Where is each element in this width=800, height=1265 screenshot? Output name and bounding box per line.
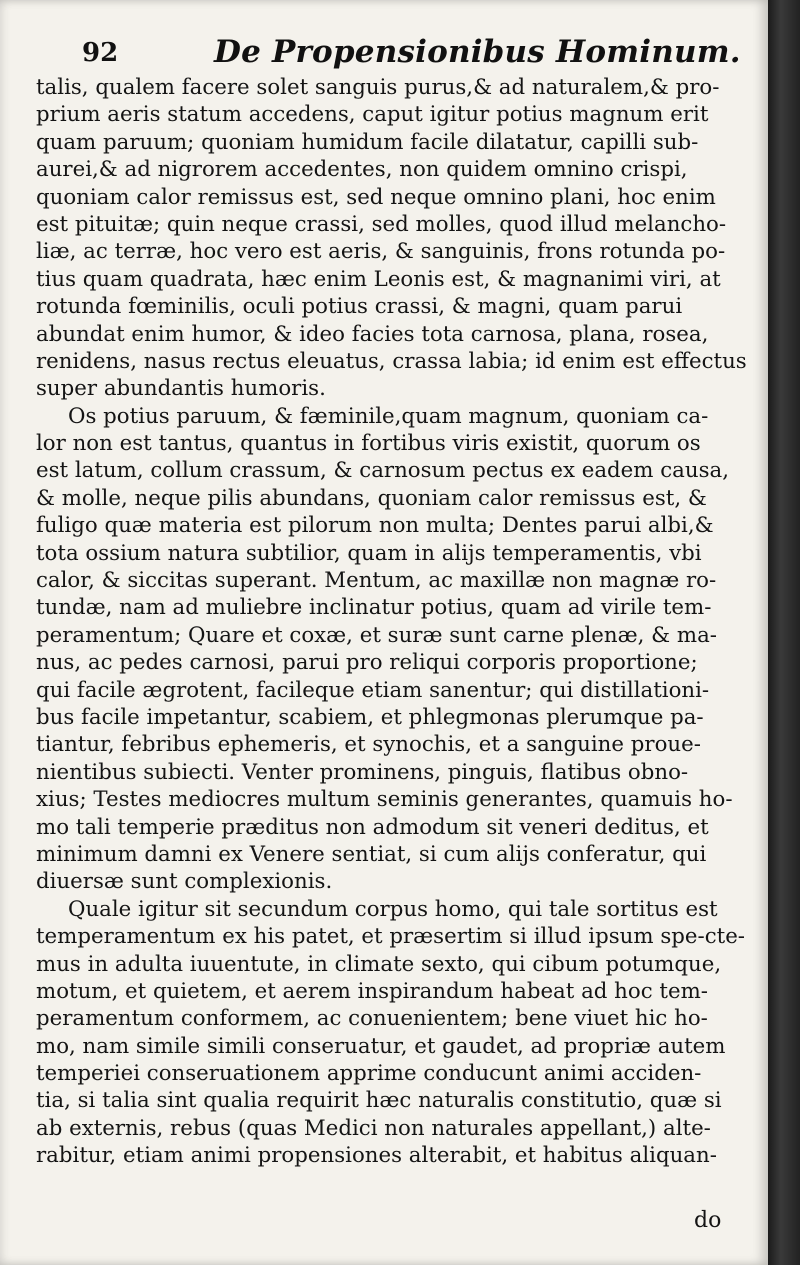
book-edge-shadow bbox=[768, 0, 800, 1265]
text-line: temperiei conseruationem apprime conducunt animi acciden- bbox=[36, 1061, 702, 1087]
text-line: renidens, nasus rectus eleuatus, crassa labia; id enim est effectus bbox=[36, 348, 747, 374]
text-line: peramentum; Quare et coxæ, et suræ sunt carne plenæ, & ma- bbox=[36, 622, 717, 648]
text-line: rabitur, etiam animi propensiones alterabit, et habitus aliquan- bbox=[36, 1143, 717, 1169]
text-line: nus, ac pedes carnosi, parui pro reliqui corporis proportione; bbox=[36, 650, 698, 676]
text-line: est latum, collum crassum, & carnosum pectus ex eadem causa, bbox=[36, 458, 729, 484]
text-line: tota ossium natura subtilior, quam in alijs temperamentis, vbi bbox=[36, 540, 702, 566]
text-line: tundæ, nam ad muliebre inclinatur potius, quam ad virile tem- bbox=[36, 595, 712, 621]
text-line: tiantur, febribus ephemeris, et synochis, et a sanguine proue- bbox=[36, 732, 701, 758]
text-line: super abundantis humoris. bbox=[36, 376, 326, 402]
text-line: est pituitæ; quin neque crassi, sed molles, quod illud melancho- bbox=[36, 211, 727, 237]
text-line: calor, & siccitas superant. Mentum, ac maxillæ non magnæ ro- bbox=[36, 568, 717, 594]
paragraph-start-line: Quale igitur sit secundum corpus homo, qui tale sortitus est bbox=[68, 896, 718, 922]
text-line: aurei,& ad nigrorem accedentes, non quidem omnino crispi, bbox=[36, 157, 688, 183]
page-number: 92 bbox=[82, 38, 119, 68]
text-line: bus facile impetantur, scabiem, et phlegmonas plerumque pa- bbox=[36, 704, 704, 730]
text-line: mo, nam simile simili conseruatur, et gaudet, ad propriæ autem bbox=[36, 1033, 726, 1059]
text-line: peramentum conformem, ac conuenientem; bene viuet hic ho- bbox=[36, 1006, 708, 1032]
catchword: do bbox=[694, 1208, 722, 1233]
page-header bbox=[0, 34, 768, 78]
text-line: xius; Testes mediocres multum seminis generantes, quamuis ho- bbox=[36, 787, 733, 813]
text-line: talis, qualem facere solet sanguis purus,& ad naturalem,& pro- bbox=[36, 75, 720, 100]
text-line: ab externis, rebus (quas Medici non naturales appellant,) alte- bbox=[36, 1115, 711, 1141]
body-text bbox=[36, 74, 756, 1170]
text-line: quam paruum; quoniam humidum facile dilatatur, capilli sub- bbox=[36, 129, 699, 155]
paragraph-start-line: Os potius paruum, & fæminile,quam magnum, quoniam ca- bbox=[68, 403, 709, 429]
text-line: liæ, ac terræ, hoc vero est aeris, & sanguinis, frons rotunda po- bbox=[36, 239, 726, 265]
text-line: prium aeris statum accedens, caput igitur potius magnum erit bbox=[36, 102, 709, 128]
text-line: & molle, neque pilis abundans, quoniam calor remissus est, & bbox=[36, 485, 707, 511]
text-line: tia, si talia sint qualia requirit hæc naturalis constitutio, quæ si bbox=[36, 1088, 722, 1114]
text-line: fuligo quæ materia est pilorum non multa; Dentes parui albi,& bbox=[36, 513, 714, 539]
text-line: tius quam quadrata, hæc enim Leonis est, & magnanimi viri, at bbox=[36, 266, 721, 292]
text-line: diuersæ sunt complexionis. bbox=[36, 869, 333, 895]
text-line: nientibus subiecti. Venter prominens, pinguis, flatibus obno- bbox=[36, 759, 689, 785]
text-line: mo tali temperie præditus non admodum sit veneri deditus, et bbox=[36, 814, 709, 840]
text-line: abundat enim humor, & ideo facies tota carnosa, plana, rosea, bbox=[36, 321, 709, 347]
text-line: temperamentum ex his patet, et præsertim si illud ipsum spe-cte- bbox=[36, 924, 745, 950]
text-line: motum, et quietem, et aerem inspirandum habeat ad hoc tem- bbox=[36, 978, 708, 1004]
text-line: rotunda fœminilis, oculi potius crassi, & magni, quam parui bbox=[36, 294, 683, 320]
text-line: qui facile ægrotent, facileque etiam sanentur; qui distillationi- bbox=[36, 677, 710, 703]
text-line: minimum damni ex Venere sentiat, si cum alijs conferatur, qui bbox=[36, 841, 707, 867]
text-line: quoniam calor remissus est, sed neque omnino plani, hoc enim bbox=[36, 184, 716, 210]
running-head: De Propensionibus Hominum. bbox=[214, 34, 741, 70]
text-line: lor non est tantus, quantus in fortibus viris existit, quorum os bbox=[36, 431, 701, 457]
text-line: mus in adulta iuuentute, in climate sexto, qui cibum potumque, bbox=[36, 951, 722, 977]
